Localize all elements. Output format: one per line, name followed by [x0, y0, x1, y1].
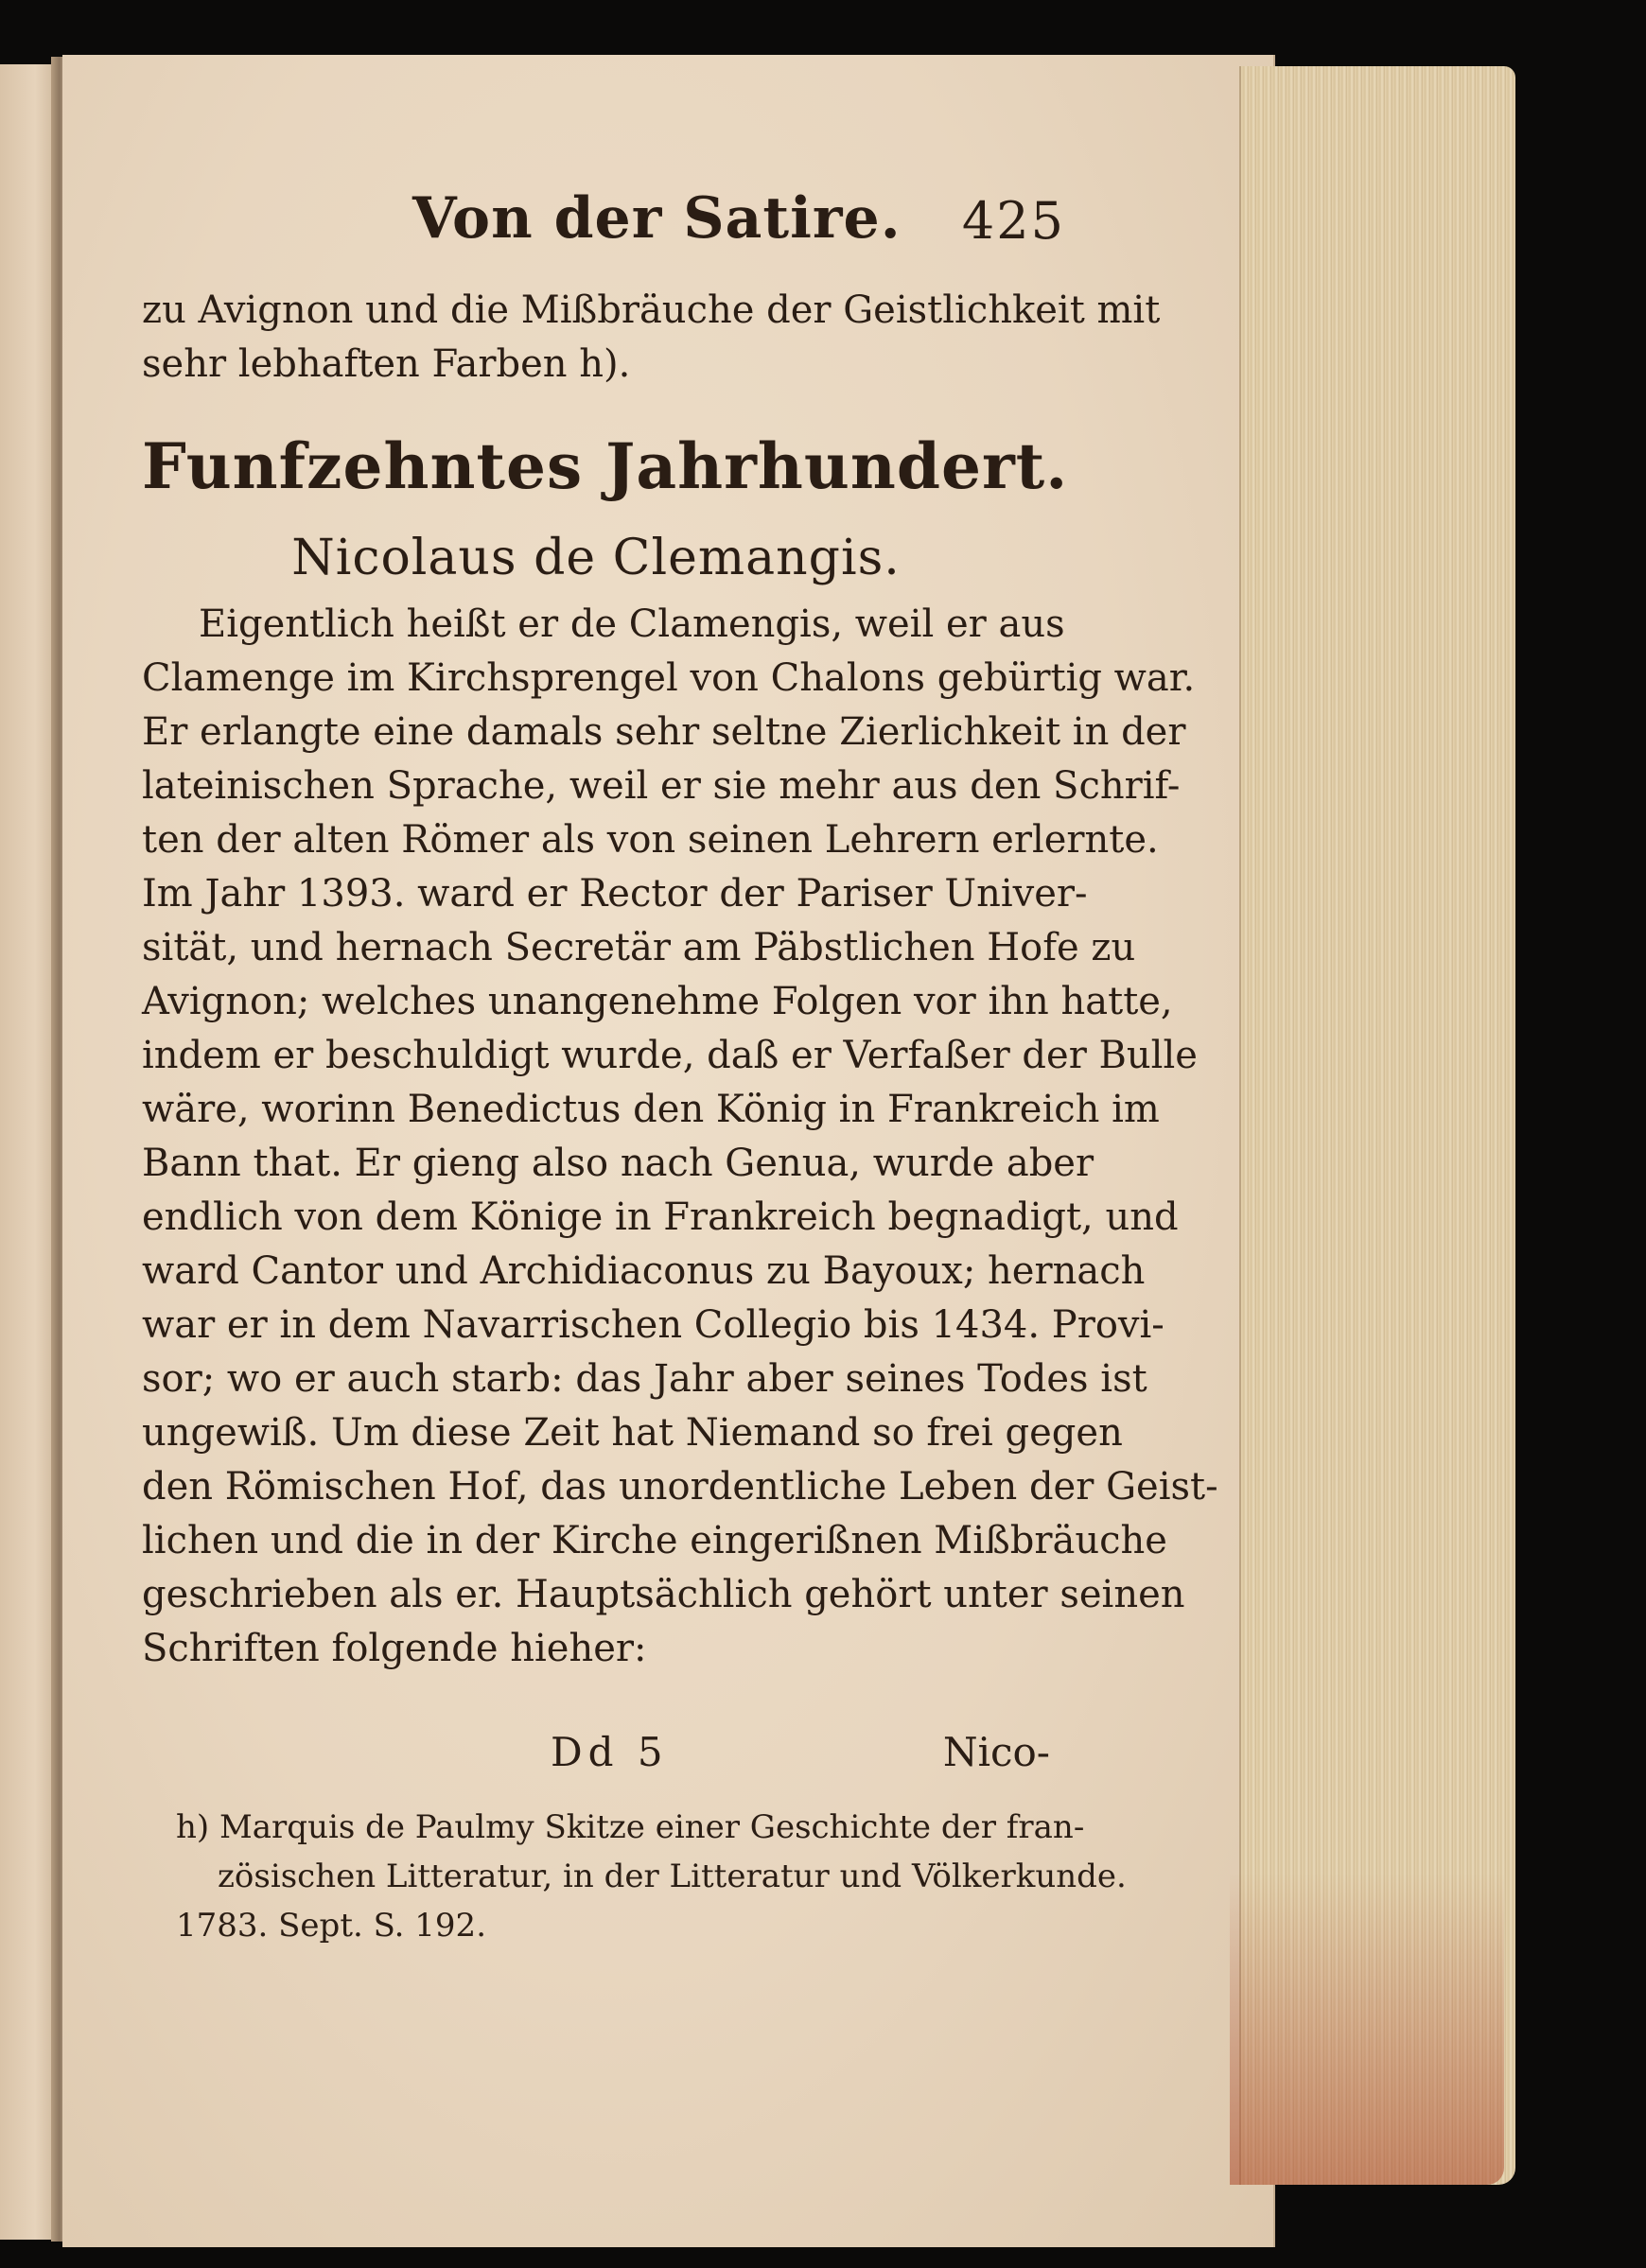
- footnote-line: 1783. Sept. S. 192.: [176, 1907, 486, 1945]
- footnote: [176, 1803, 1127, 1950]
- text-line: lateinischen Sprache, weil er sie mehr aus den Schrif-: [142, 764, 1181, 808]
- running-title: Von der Satire.: [412, 185, 902, 252]
- text-line: ten der alten Römer als von seinen Lehrern erlernte.: [142, 818, 1159, 862]
- text-line: endlich von dem Könige in Frankreich begnadigt, und: [142, 1195, 1179, 1239]
- text-line: ungewiß. Um diese Zeit hat Niemand so frei gegen: [142, 1411, 1123, 1455]
- text-line: zu Avignon und die Mißbräuche der Geistlichkeit mit: [142, 288, 1161, 332]
- footnote-line: zösischen Litteratur, in der Litteratur und Völkerkunde.: [218, 1858, 1127, 1895]
- catchword: Nico-: [942, 1729, 1050, 1775]
- text-line: sität, und hernach Secretär am Päbstlichen Hofe zu: [142, 926, 1136, 969]
- text-line: indem er beschuldigt wurde, daß er Verfaßer der Bulle: [142, 1034, 1198, 1077]
- text-line: sehr lebhaften Farben h).: [142, 342, 631, 386]
- page-footer: [142, 1729, 1050, 1786]
- text-line: Eigentlich heißt er de Clamengis, weil er aus: [199, 602, 1065, 646]
- page-fore-edge: [1239, 66, 1515, 2185]
- page-edge-stain: [1230, 1873, 1504, 2185]
- footnote-line: h) Marquis de Paulmy Skitze einer Geschichte der fran-: [176, 1808, 1085, 1846]
- text-line: Bann that. Er gieng also nach Genua, wurde aber: [142, 1142, 1094, 1185]
- text-line: ward Cantor und Archidiaconus zu Bayoux; hernach: [142, 1249, 1146, 1293]
- text-line: Clamenge im Kirchsprengel von Chalons gebürtig war.: [142, 656, 1196, 700]
- facing-page-edge: [0, 64, 59, 2240]
- text-line: lichen und die in der Kirche eingerißnen Mißbräuche: [142, 1519, 1167, 1562]
- text-line: Schriften folgende hieher:: [142, 1627, 647, 1670]
- text-line: war er in dem Navarrischen Collegio bis 1434. Provi-: [142, 1303, 1164, 1347]
- text-line: Avignon; welches unangenehme Folgen vor ihn hatte,: [142, 980, 1173, 1023]
- body-paragraph: [142, 598, 1218, 1676]
- text-line: den Römischen Hof, das unordentliche Leben der Geist-: [142, 1465, 1218, 1509]
- text-line: Er erlangte eine damals sehr seltne Zierlichkeit in der: [142, 710, 1186, 754]
- text-line: wäre, worinn Benedictus den König in Frankreich im: [142, 1088, 1160, 1131]
- page-number: 425: [961, 191, 1065, 251]
- author-heading: Nicolaus de Clemangis.: [291, 530, 901, 586]
- text-line: sor; wo er auch starb: das Jahr aber seines Todes ist: [142, 1357, 1147, 1401]
- signature-mark: Dd 5: [551, 1729, 669, 1775]
- continuation-text: [142, 284, 1161, 392]
- text-line: geschrieben als er. Hauptsächlich gehört unter seinen: [142, 1573, 1185, 1616]
- running-head: [412, 185, 1065, 270]
- text-line: Im Jahr 1393. ward er Rector der Pariser Univer-: [142, 872, 1088, 916]
- section-heading: Funfzehntes Jahrhundert.: [142, 429, 1069, 503]
